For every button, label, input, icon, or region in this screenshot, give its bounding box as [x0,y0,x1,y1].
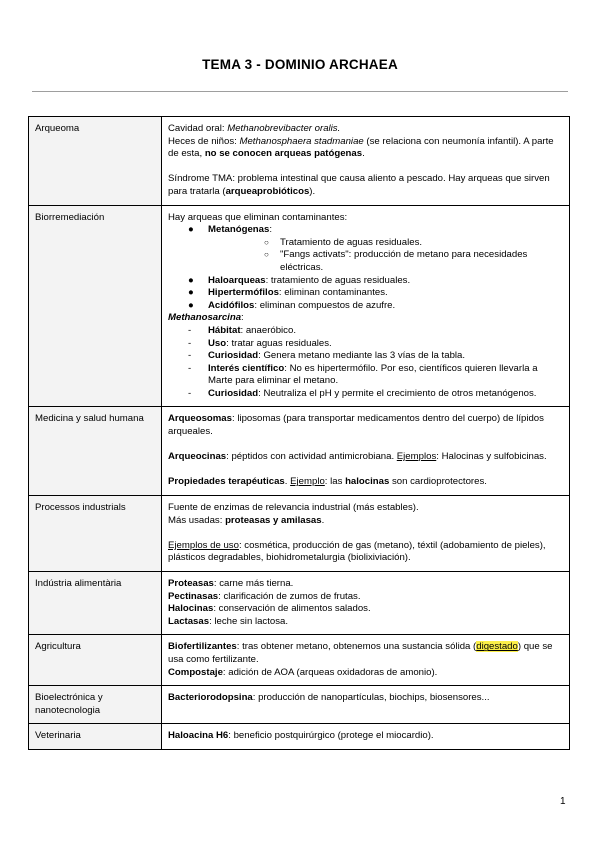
list-item: - Curiosidad: Neutraliza el pH y permite el crecimiento de otros metanógenos. [188,387,537,399]
organism-list [168,224,563,312]
row-content: Bacteriorodopsina: producción de nanopartículas, biochips, biosensores... [162,686,570,724]
list-item: ○ Tratamiento de aguas residuales. [264,236,423,248]
row-content: Biofertilizantes: tras obtener metano, obtenemos una sustancia sólida (digestado) que se usa como fertilizante. Compostaje: adición de AOA (arqueas oxidadoras de amonio). [162,635,570,686]
dash-icon: - [188,387,192,399]
hollow-bullet-icon: ○ [264,237,269,247]
table-row [29,407,570,496]
list-item: ● Metanógenas: ○ Tratamiento de aguas residuales. ○ "Fangs activats": producción de metano para necesidades eléctricas. [168,224,563,274]
row-label: Veterinaria [29,724,162,750]
methanosarcina-list [168,325,563,401]
table-row [29,205,570,407]
row-content: Proteasas: carne más tierna. Pectinasas: clarificación de zumos de frutas. Halocinas: conservación de alimentos salados. Lactasas: leche sin lactosa. [162,572,570,635]
list-item: ● Acidófilos: eliminan compuestos de azufre. [188,299,396,311]
bullet-icon: ● [188,299,194,311]
list-item: - Interés científico: No es hipertermófilo. Por eso, científicos quieren llevarla a Marte para eliminar el metano. [188,362,538,387]
row-label: Agricultura [29,635,162,686]
list-item: - Curiosidad: Genera metano mediante las 3 vías de la tabla. [188,350,466,362]
list-item: - Hábitat: anaeróbico. [188,324,296,336]
dash-icon: - [188,362,192,374]
table-row [29,572,570,635]
row-content: Cavidad oral: Methanobrevibacter oralis. Heces de niños: Methanosphaera stadmaniae (se relaciona con neumonía infantil). A parte de esta, no se conocen arqueas patógenas. Síndrome TMA: problema intestinal que causa aliento a pescado. Hay arqueas que sirven para tratarla (arqueaprobióticos). [162,117,570,206]
sub-list [208,237,563,275]
row-label: Bioelectrónica y nanotecnologia [29,686,162,724]
bullet-icon: ● [188,274,194,286]
row-label: Biorremediación [29,205,162,407]
row-label: Medicina y salud humana [29,407,162,496]
table-row [29,686,570,724]
dash-icon: - [188,350,192,362]
list-item: ● Hipertermófilos: eliminan contaminantes. [188,287,388,299]
dash-icon: - [188,324,192,336]
bullet-icon: ● [188,287,194,299]
table-row [29,496,570,572]
archaea-applications-table [28,116,570,750]
table-row [29,117,570,206]
row-label: Arqueoma [29,117,162,206]
row-label: Indústria alimentària [29,572,162,635]
highlighted-term: digestado [476,641,518,653]
page-number: 1 [560,796,566,807]
list-item: ● Haloarqueas: tratamiento de aguas residuales. [188,274,411,286]
dash-icon: - [188,337,192,349]
hollow-bullet-icon: ○ [264,250,269,260]
row-content: Fuente de enzimas de relevancia industrial (más estables). Más usadas: proteasas y amilasas. Ejemplos de uso: cosmética, producción de gas (metano), téxtil (adobamiento de pieles), plásticos degradables, biohidrometalurgia (biolixiviación). [162,496,570,572]
row-content: Haloacina H6: beneficio postquirúrgico (protege el miocardio). [162,724,570,750]
page-title: TEMA 3 - DOMINIO ARCHAEA [202,57,398,72]
row-label: Processos industrials [29,496,162,572]
table-row [29,635,570,686]
title-divider [32,91,568,92]
row-content: Arqueosomas: liposomas (para transportar medicamentos dentro del cuerpo) de lípidos arqueales. Arqueocinas: péptidos con actividad antimicrobiana. Ejemplos: Halocinas y sulfobicinas. Propiedades terapéuticas. Ejemplo: las halocinas son cardioprotectores. [162,407,570,496]
bullet-icon: ● [188,224,194,236]
row-content: Hay arqueas que eliminan contaminantes: ● Metanógenas: ○ Tratamiento de aguas residuales. ○ "Fangs activats": producción de metano para necesidades eléctricas. ● Haloarqueas: tratamiento de aguas residuales. ● Hipertermófilos: eliminan contaminantes. ● Acidófilos: eliminan compuestos de azufre. Methanosarcina: - Hábitat: anaeróbico. - Uso: tratar aguas residuales. - Curiosidad: Genera metano mediante las 3 vías de la tabla. - Interés científico: No es hipertermófilo. Por eso, científicos quieren llevarla a Marte para eliminar el metano. - Curiosidad: Neutraliza el pH y permite el crecimiento de otros metanógenos. [162,205,570,407]
list-item: ○ "Fangs activats": producción de metano para necesidades eléctricas. [264,249,528,273]
table-row [29,724,570,750]
list-item: - Uso: tratar aguas residuales. [188,337,332,349]
